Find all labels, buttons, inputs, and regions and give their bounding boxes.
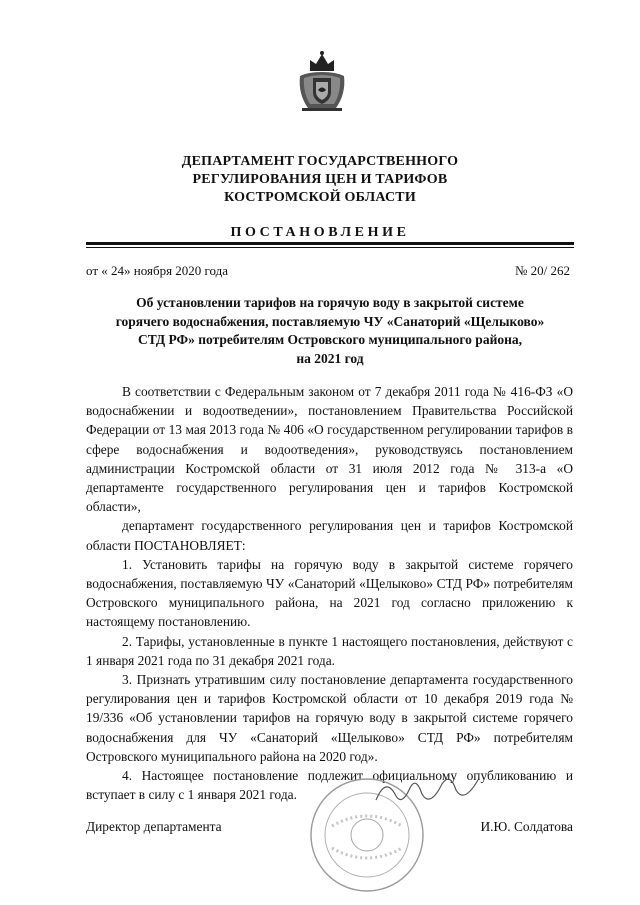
department-line: КОСТРОМСКОЙ ОБЛАСТИ xyxy=(224,190,416,205)
clause-3: 3. Признать утратившим силу постановление департамента государственного регулирования цен и тарифов Костромской области от 10 декабря 2019 года № 19/336 «Об установлении тарифов на горячую воду в закрытой системе горячего водоснабжения для ЧУ «Санаторий «Щелыково» СТД РФ» потребителям Островского муниципального района на 2020 год». xyxy=(86,672,573,764)
subject-line: СТД РФ» потребителям Островского муниципального района, xyxy=(137,332,523,347)
document-body xyxy=(86,382,573,804)
department-line: ДЕПАРТАМЕНТ ГОСУДАРСТВЕННОГО xyxy=(181,154,459,169)
department-line: РЕГУЛИРОВАНИЯ ЦЕН И ТАРИФОВ xyxy=(192,172,448,187)
preamble-paragraph: В соответствии с Федеральным законом от 7 декабря 2011 года № 416-ФЗ «О водоснабжении и водоотведении», постановлением Правительства Российской Федерации от 13 мая 2013 года № 406 «О государственном регулировании тарифов в сфере водоснабжения и водоотведения», руководствуясь постановлением администрации Костромской области от 31 июля 2012 года № 313-а «О департаменте государственного регулирования цен и тарифов Костромской области», xyxy=(86,384,573,515)
department-name xyxy=(120,153,520,207)
subject-line: на 2021 год xyxy=(296,350,364,366)
clause-4: 4. Настоящее постановление подлежит официальному опубликованию и вступает в силу с 1 января 2021 года. xyxy=(86,768,573,803)
document-date: от « 24» ноября 2020 года xyxy=(86,263,229,278)
signatory-position: Директор департамента xyxy=(86,819,222,834)
document-type: ПОСТАНОВЛЕНИЕ xyxy=(230,225,410,240)
clause-2: 2. Тарифы, установленные в пункте 1 настоящего постановления, действуют с 1 января 2021 года по 31 декабря 2021 года. xyxy=(86,633,573,668)
document-subject xyxy=(90,294,570,368)
signatory-name: И.Ю. Солдатова xyxy=(480,819,573,834)
handwritten-signature xyxy=(372,770,482,810)
coat-of-arms-emblem xyxy=(296,48,348,114)
document-number: № 20/ 262 xyxy=(514,263,570,278)
subject-line: Об установлении тарифов на горячую воду в закрытой системе xyxy=(136,295,524,310)
header-rule-thick xyxy=(86,242,574,245)
clause-1: 1. Установить тарифы на горячую воду в закрытой системе горячего водоснабжения, поставляемую ЧУ «Санаторий «Щелыково» СТД РФ» потребителям Островского муниципального района, на 2021 год согласно приложению к настоящему постановлению. xyxy=(86,556,573,630)
resolution-paragraph: департамент государственного регулирования цен и тарифов Костромской области ПОСТАНОВЛЯЕТ: xyxy=(86,518,573,553)
header-rule-thin xyxy=(86,247,574,248)
subject-line: горячего водоснабжения, поставляемую ЧУ «Санаторий «Щелыково» xyxy=(115,313,545,329)
